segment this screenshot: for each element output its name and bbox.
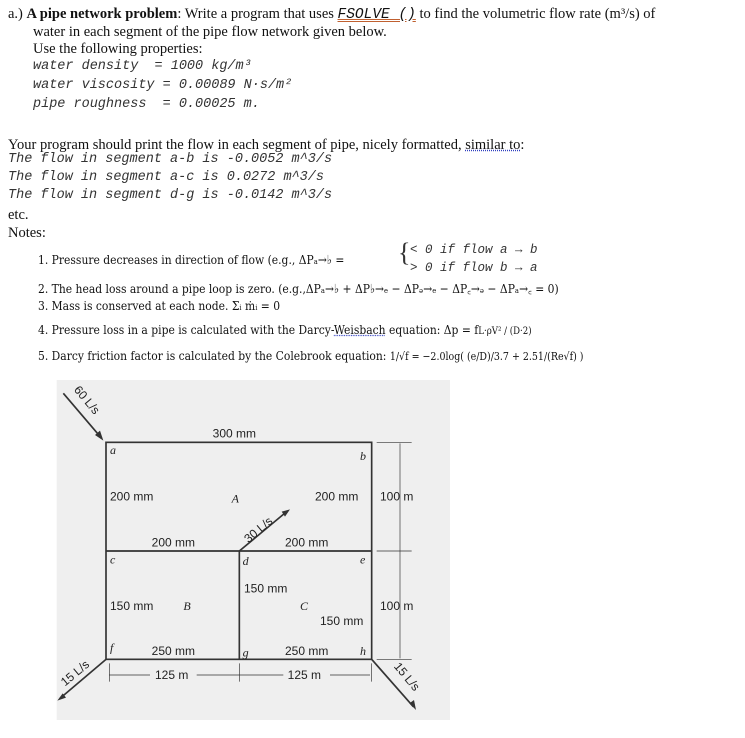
flow-label: 30 L/s — [241, 513, 276, 546]
note-1-case: > 0 if flow b → a — [410, 261, 538, 275]
intro-line: water in each segment of the pipe flow network given below. — [33, 24, 387, 40]
property: water viscosity = 0.00089 N·s/m² — [33, 78, 293, 93]
note-4: 4. Pressure loss in a pipe is calculated with the Darcy-Weisbach equation: Δp = fL·ρV² / (D·2) — [38, 322, 532, 337]
dimension-label: 125 m — [155, 668, 189, 682]
property: water density = 1000 kg/m³ — [33, 59, 252, 74]
fsolve-code: FSOLVE () — [337, 7, 416, 23]
etc-text: etc. — [8, 207, 29, 223]
dimension-label: 100 m — [380, 489, 414, 504]
brace: { — [398, 238, 411, 267]
pipe-label: 200 mm — [285, 535, 329, 550]
node-label: f — [110, 640, 114, 655]
pipe-label: 150 mm — [110, 599, 154, 613]
dimension-label: 100 m — [380, 599, 414, 613]
output-intro: Your program should print the flow in each segment of pipe, nicely formatted, similar to: — [8, 137, 525, 153]
sample-output-line: The flow in segment a-b is -0.0052 m^3/s — [8, 152, 333, 167]
pipe-network-diagram — [50, 380, 450, 720]
pipe-label: 250 mm — [285, 644, 329, 658]
node-label: a — [110, 443, 116, 457]
problem-heading: a.) A pipe network problem: Write a program that uses FSOLVE () to find the volumetric flow rate (m³/s) of — [8, 6, 656, 23]
loop-label: C — [300, 599, 309, 613]
note-1-case: < 0 if flow a → b — [410, 243, 538, 257]
dimension-label: 125 m — [287, 668, 322, 682]
note-1: 1. Pressure decreases in direction of flow (e.g., ΔPₐ→♭ = — [38, 252, 345, 267]
node-label: g — [242, 645, 249, 660]
node-label: d — [242, 554, 249, 568]
pipe-label: 250 mm — [151, 644, 196, 658]
property: pipe roughness = 0.00025 m. — [33, 97, 260, 112]
sample-output-line: The flow in segment a-c is 0.0272 m^3/s — [8, 170, 324, 185]
note-2: 2. The head loss around a pipe loop is zero. (e.g.,ΔPₐ→♭ + ΔP♭→ₑ − ΔPₔ→ₑ − ΔP꜀→ₔ − ΔPₐ→꜀ = 0) — [38, 281, 559, 296]
pipe-label: 200 mm — [315, 489, 359, 504]
loop-label: A — [231, 491, 240, 506]
pipe-label: 150 mm — [244, 581, 288, 596]
node-label: h — [360, 644, 366, 658]
pipe-label: 150 mm — [320, 614, 364, 628]
node-label: b — [360, 449, 366, 463]
pipe-label: 200 mm — [151, 535, 196, 550]
sample-output-line: The flow in segment d-g is -0.0142 m^3/s — [8, 188, 333, 203]
node-label: e — [360, 552, 366, 567]
node-label: c — [110, 552, 116, 567]
pipe-label: 200 mm — [110, 489, 154, 504]
pipe-label: 300 mm — [212, 426, 257, 441]
flow-label: 15 L/s — [57, 657, 92, 689]
loop-label: B — [183, 599, 191, 613]
note-5: 5. Darcy friction factor is calculated by the Colebrook equation: 1/√f = −2.0log( (e/D)/3.7 + 2.51/(Re√f) ) — [38, 348, 584, 363]
notes-title: Notes: — [8, 225, 46, 241]
note-3: 3. Mass is conserved at each node. Σᵢ ṁᵢ = 0 — [38, 298, 281, 313]
intro-line: Use the following properties: — [33, 41, 203, 57]
flow-label: 15 L/s — [391, 659, 423, 694]
flow-label: 60 L/s — [71, 382, 103, 417]
